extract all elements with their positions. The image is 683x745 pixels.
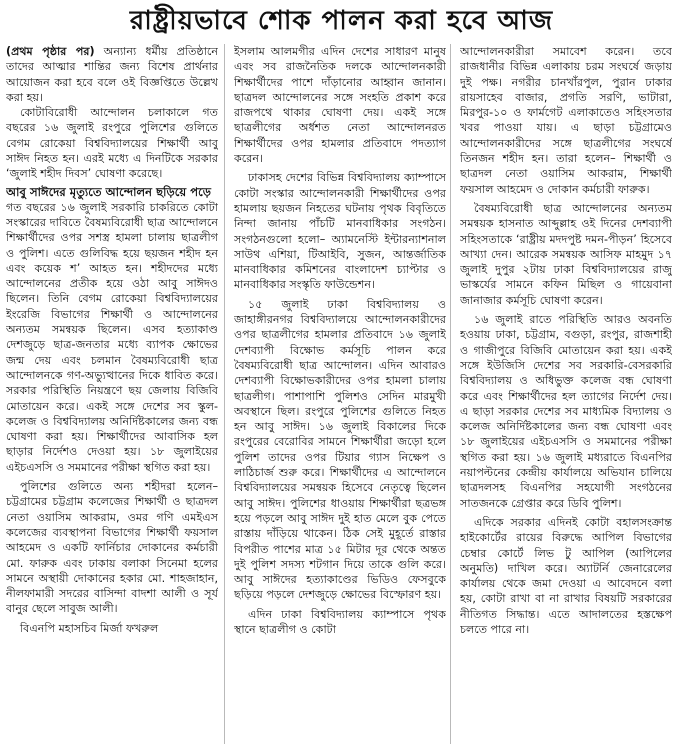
paragraph: গত বছরের ১৬ জুলাই সরকারি চাকরিতে কোটা সংস্কারের দাবিতে বৈষম্যবিরোধী ছাত্র আন্দোলনে শিক্ষার্থীদের ওপর সশস্ত্র হামলা চালায় ছাত্রলীগ ও পুলিশ। এতে গুলিবিদ্ধ হয়ে ছয়জন শহীদ হন এবং কয়েক শ’ আহত হন। শহীদদের মধ্যে আন্দোলনের প্রতীক হয়ে ওঠা আবু সাঈদও ছিলেন। তিনি বেগম রোকেয়া বিশ্ববিদ্যালয়ের ইংরেজি বিভাগের শিক্ষার্থী ও আন্দোলনের অন্যতম সমন্বয়ক ছিলেন। এসব হত্যাকাণ্ড দেশজুড়ে ছাত্র-জনতার মধ্যে ব্যাপক ক্ষোভের জন্ম দেয় এবং চলমান বৈষম্যবিরোধী ছাত্র আন্দোলনকে গণ-অভ্যুত্থানের দিকে ধাবিত করে। সরকার পরিস্থিতি নিয়ন্ত্রণে ছয় জেলায় বিজিবি মোতায়েন করে। একই সঙ্গে দেশের সব স্কুল-কলেজ ও বিশ্ববিদ্যালয় অনির্দিষ্টকালের জন্য বন্ধ ঘোষণা করা হয়। শিক্ষার্থীদের আবাসিক হল ছাড়ার নির্দেশও দেওয়া হয়। ১৮ জুলাইয়ের এইচএসসি ও সমমানের পরীক্ষা স্থগিত করা হয়। bbox=[6, 200, 218, 474]
paragraph: বৈষম্যবিরোধী ছাত্র আন্দোলনের অন্যতম সমন্বয়ক হাসনাত আব্দুল্লাহ ওই দিনের দেশব্যাপী সহিংসতাকে ‘রাষ্ট্রীয় মদদপুষ্ট দমন-পীড়ন’ হিসেবে আখ্যা দেন। আরেক সমন্বয়ক আসিফ মাহমুদ ১৭ জুলাই দুপুর ২টায় ঢাকা বিশ্ববিদ্যালয়ের রাজু ভাস্কর্যের সামনে কফিন মিছিল ও গায়েবানা জানাজার কর্মসূচি ঘোষণা করেন। bbox=[460, 201, 672, 307]
paragraph bbox=[6, 44, 218, 105]
paragraph: ১৫ জুলাই ঢাকা বিশ্ববিদ্যালয় ও জাহাঙ্গীরনগর বিশ্ববিদ্যালয়ে আন্দোলনকারীদের ওপর ছাত্রলীগের হামলার প্রতিবাদে ১৬ জুলাই দেশব্যাপী বিক্ষোভ কর্মসূচি পালন করে বৈষম্যবিরোধী ছাত্র আন্দোলন। এদিন আবারও দেশব্যাপী বিক্ষোভকারীদের ওপর হামলা চালায় ছাত্রলীগ। পাশাপাশি পুলিশও সেদিন মারমুখী অবস্থানে ছিল। রংপুরে পুলিশের গুলিতে নিহত হন আবু সাঈদ। ১৬ জুলাই বিকালের দিকে রংপুরের বেরোবির সামনে শিক্ষার্থীরা জড়ো হলে পুলিশ তাদের ওপর টিয়ার গ্যাস নিক্ষেপ ও লাঠিচার্জ শুরু করে। শিক্ষার্থীদের এ আন্দোলনে বিশ্ববিদ্যালয়ের সমন্বয়ক হিসেবে নেতৃত্বে ছিলেন আবু সাঈদ। পুলিশের ধাওয়ায় শিক্ষার্থীরা ছত্রভঙ্গ হয়ে পড়লে আবু সাঈদ দুই হাত মেলে বুক পেতে রাস্তায় দাঁড়িয়ে থাকেন। ঠিক সেই মুহূর্তে রাস্তার বিপরীত পাশের মাত্র ১৫ মিটার দূর থেকে অন্তত দুই পুলিশ সদস্য শটগান দিয়ে তাকে গুলি করে। আবু সাঈদের হত্যাকাণ্ডের ভিডিও ফেসবুকে ছড়িয়ে পড়লে দেশজুড়ে ক্ষোভের বিস্ফোরণ হয়। bbox=[234, 297, 446, 602]
continuation-marker: (প্রথম পৃষ্ঠার পর) bbox=[6, 45, 95, 58]
headline: রাষ্ট্রীয়ভাবে শোক পালন করা হবে আজ bbox=[129, 6, 554, 36]
article-column-3 bbox=[460, 44, 672, 744]
paragraph: কোটাবিরোধী আন্দোলন চলাকালে গত বছরের ১৬ জুলাই রংপুরে পুলিশের গুলিতে বেগম রোকেয়া বিশ্ববিদ্যালয়ের শিক্ষার্থী আবু সাঈদ নিহত হন। এরই মধ্যে এ দিনটিকে সরকার ‘জুলাই শহীদ দিবস’ ঘোষণা করেছে। bbox=[6, 106, 218, 181]
paragraph: এদিকে সরকার এদিনই কোটা বহালসংক্রান্ত হাইকোর্টের রায়ের বিরুদ্ধে আপিল বিভাগের চেম্বার কোর্টে লিভ টু আপিল (আপিলের অনুমতি) দাখিল করে। অ্যাটর্নি জেনারেলের কার্যালয় থেকে জমা দেওয়া এ আবেদনে বলা হয়, কোটা রাখা বা না রাখার বিষয়টি সরকারের নীতিগত সিদ্ধান্ত। এতে আদালতের হস্তক্ষেপ চলতে পারে না। bbox=[460, 515, 672, 636]
paragraph: ইসলাম আলমগীর এদিন দেশের সাধারণ মানুষ এবং সব রাজনৈতিক দলকে আন্দোলনকারী শিক্ষার্থীদের পাশে দাঁড়ানোর আহ্বান জানান। ছাত্রদল আন্দোলনের সঙ্গে সংহতি প্রকাশ করে রাজপথে থাকার ঘোষণা দেয়। একই সঙ্গে ছাত্রলীগের অর্ধশত নেতা আন্দোলনরত শিক্ষার্থীদের ওপর হামলার প্রতিবাদে পদত্যাগ করেন। bbox=[234, 45, 446, 166]
paragraph: ১৬ জুলাই রাতে পরিস্থিতি আরও অবনতি হওয়ায় ঢাকা, চট্টগ্রাম, বগুড়া, রংপুর, রাজশাহী ও গাজীপুরে বিজিবি মোতায়েন করা হয়। একই সঙ্গে ইউজিসি দেশের সব সরকারি-বেসরকারি বিশ্ববিদ্যালয় ও অধিভুক্ত কলেজ বন্ধ ঘোষণা করে এবং শিক্ষার্থীদের হল ত্যাগের নির্দেশ দেয়। এ ছাড়া সরকার দেশের সব মাধ্যমিক বিদ্যালয় ও কলেজ অনির্দিষ্টকালের জন্য বন্ধ ঘোষণা এবং ১৮ জুলাইয়ের এইচএসসি ও সমমানের পরীক্ষা স্থগিত করা হয়। ১৬ জুলাই মধ্যরাতে বিএনপির নয়াপল্টনের কেন্দ্রীয় কার্যালয়ে অভিযান চালিয়ে ছাত্রদলসহ বিএনপির সহযোগী সংগঠনের সাতজনকে গ্রেপ্তার করে ডিবি পুলিশ। bbox=[460, 313, 672, 510]
paragraph: আন্দোলনকারীরা সমাবেশ করেন। তবে রাজধানীর বিভিন্ন এলাকায় চরম সংঘর্ষে জড়ায় দুই পক্ষ। নগরীর চানখাঁরপুল, পুরান ঢাকার রায়সাহেব বাজার, প্রগতি সরণি, ভাটারা, মিরপুর-১০ ও ফার্মগেট এলাকাতেও সহিংসতার খবর পাওয়া যায়। এ ছাড়া চট্টগ্রামেও আন্দোলনকারীদের সঙ্গে ছাত্রলীগের সংঘর্ষে তিনজন শহীদ হন। তারা হলেন– শিক্ষার্থী ও ছাত্রদল নেতা ওয়াসিম আকরাম, শিক্ষার্থী ফয়সাল আহমেদ ও দোকান কর্মচারী ফারুক। bbox=[460, 45, 672, 196]
paragraph: এদিন ঢাকা বিশ্ববিদ্যালয় ক্যাম্পাসে পৃথক স্থানে ছাত্রলীগ ও কোটা bbox=[234, 607, 446, 636]
column-rule bbox=[224, 44, 225, 744]
article-column-1 bbox=[6, 44, 218, 744]
paragraph: পুলিশের গুলিতে অন্য শহীদরা হলেন– চট্টগ্রামের চট্টগ্রাম কলেজের শিক্ষার্থী ও ছাত্রদল নেতা ওয়াসিম আকরাম, ওমর গণি এমইএস কলেজের ব্যবস্থাপনা বিভাগের শিক্ষার্থী ফয়সাল আহমেদ ও একটি ফার্নিচার দোকানের কর্মচারী মো. ফারুক এবং ঢাকায় বলাকা সিনেমা হলের সামনে অস্থায়ী দোকানের হকার মো. শাহজাহান, নীলফামারী সদরের বাসিন্দা বাদশা আলী ও সূর্য বানুর ছেলে সাবুজ আলী। bbox=[6, 480, 218, 616]
column-rule bbox=[450, 44, 451, 744]
paragraph-text: অন্যান্য ধর্মীয় প্রতিষ্ঠানে তাদের আত্মার শান্তির জন্য বিশেষ প্রার্থনার আয়োজন করা হবে বলে ওই বিজ্ঞপ্তিতে উল্লেখ করা হয়। bbox=[6, 45, 218, 104]
subheading: আবু সাঈদের মৃত্যুতে আন্দোলন ছড়িয়ে পড়ে bbox=[6, 184, 212, 199]
paragraph: ঢাকাসহ দেশের বিভিন্ন বিশ্ববিদ্যালয় ক্যাম্পাসে কোটা সংস্কার আন্দোলনকারী শিক্ষার্থীদের ওপর হামলায় ছয়জন নিহতের ঘটনায় পৃথক বিবৃতিতে নিন্দা জানায় পাঁচটি মানবাধিকার সংগঠন। সংগঠনগুলো হলো– অ্যামনেস্টি ইন্টারন্যাশনাল সাউথ এশিয়া, টিআইবি, সুজন, আন্তর্জাতিক মানবাধিকার কমিশনের বাংলাদেশ চ্যাপ্টার ও মানবাধিকার সংস্কৃতি ফাউন্ডেশন। bbox=[234, 171, 446, 292]
paragraph: বিএনপি মহাসচিব মির্জা ফখরুল bbox=[20, 621, 159, 635]
article-column-2 bbox=[234, 44, 446, 744]
